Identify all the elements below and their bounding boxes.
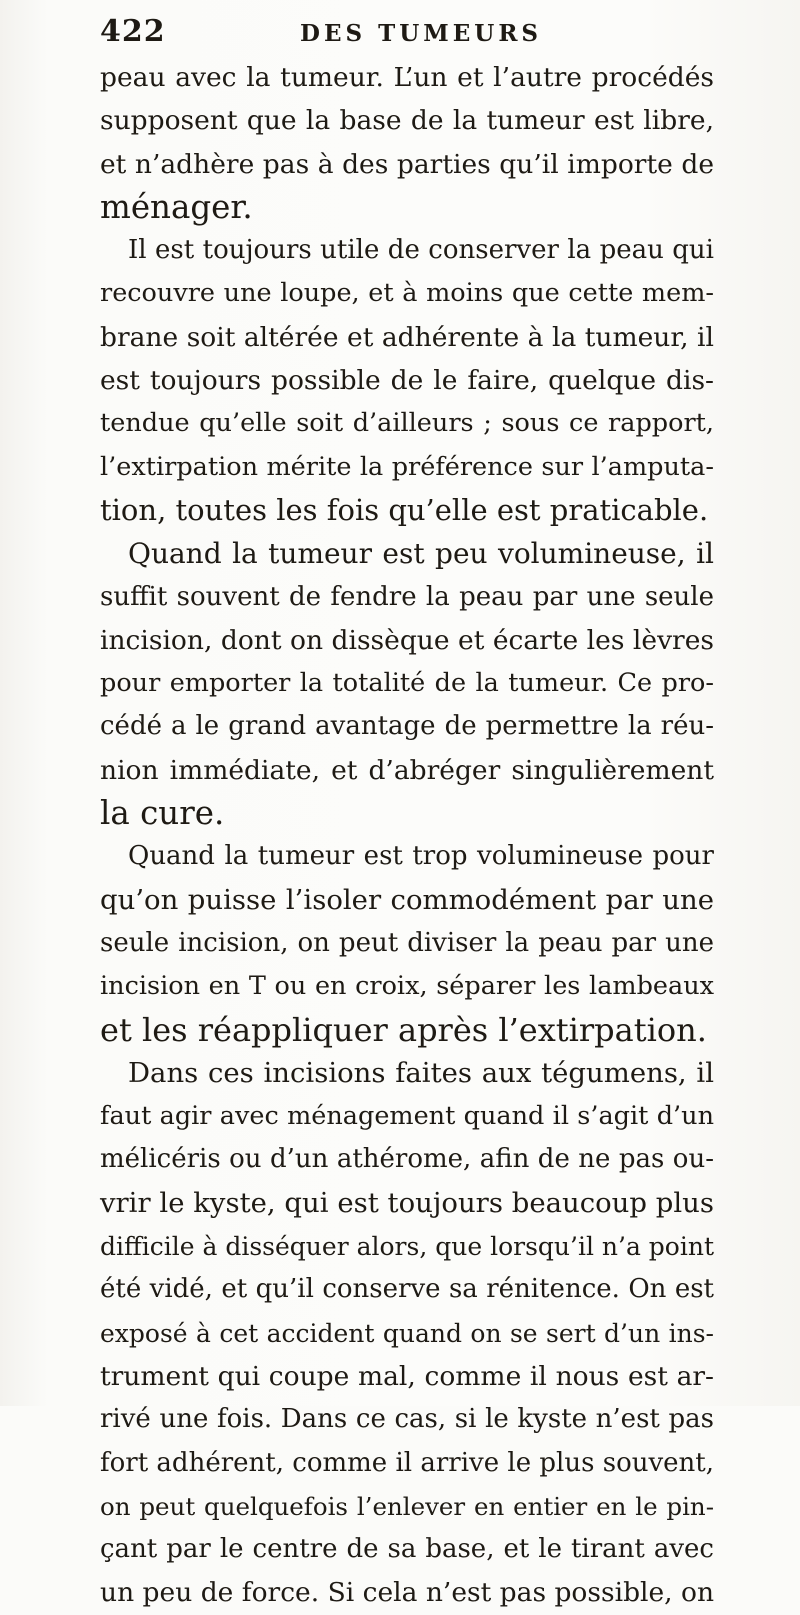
text-line: suffit souvent de fendre la peau par une seule bbox=[100, 581, 714, 612]
text-line: ménager. bbox=[100, 187, 253, 226]
text-line: été vidé, et qu’il conserve sa rénitence. On est bbox=[100, 1274, 714, 1305]
text-line: fort adhérent, comme il arrive le plus souvent, bbox=[100, 1447, 714, 1478]
text-line: Quand la tumeur est trop volumineuse pour bbox=[128, 841, 714, 872]
text-line: seule incision, on peut diviser la peau par une bbox=[100, 927, 714, 958]
text-line: vrir le kyste, qui est toujours beaucoup plus bbox=[100, 1186, 714, 1219]
text-line: çant par le centre de sa base, et le tirant avec bbox=[100, 1534, 714, 1565]
text-line: tendue qu’elle soit d’ailleurs ; sous ce rapport, bbox=[100, 408, 714, 439]
text-line: Dans ces incisions faites aux tégumens, il bbox=[128, 1056, 714, 1089]
body-text bbox=[100, 56, 714, 1615]
text-line: cédé a le grand avantage de permettre la réu- bbox=[100, 711, 714, 742]
text-line: nion immédiate, et d’abréger singulièrement bbox=[100, 754, 714, 786]
text-line: Il est toujours utile de conserver la peau qui bbox=[128, 235, 714, 266]
text-line: trument qui coupe mal, comme il nous est ar- bbox=[100, 1360, 714, 1392]
text-line: l’extirpation mérite la préférence sur l’amputa- bbox=[100, 451, 714, 482]
text-line: la cure. bbox=[100, 794, 225, 833]
page-header bbox=[100, 14, 700, 54]
text-line: exposé à cet accident quand on se sert d’un ins- bbox=[100, 1318, 714, 1348]
text-line: est toujours possible de le faire, quelque dis- bbox=[100, 365, 714, 397]
text-line: et les réappliquer après l’extirpation. bbox=[100, 1010, 707, 1049]
text-line: recouvre une loupe, et à moins que cette mem- bbox=[100, 278, 714, 309]
page-number: 422 bbox=[100, 14, 166, 49]
text-line: on peut quelquefois l’enlever en entier en le pin- bbox=[100, 1491, 714, 1521]
text-line: qu’on puisse l’isoler commodément par une bbox=[100, 883, 714, 916]
text-line: tion, toutes les fois qu’elle est praticable. bbox=[100, 492, 709, 527]
text-line: difficile à disséquer alors, que lorsqu’il n’a point bbox=[100, 1232, 714, 1262]
text-line: peau avec la tumeur. L’un et l’autre procédés bbox=[100, 62, 714, 93]
text-line: faut agir avec ménagement quand il s’agit d’un bbox=[100, 1101, 714, 1132]
text-line: pour emporter la totalité de la tumeur. Ce pro- bbox=[100, 668, 714, 699]
text-line: incision, dont on dissèque et écarte les lèvres bbox=[100, 624, 714, 656]
text-line: supposent que la base de la tumeur est libre, bbox=[100, 105, 714, 137]
text-line: Quand la tumeur est peu volumineuse, il bbox=[128, 537, 714, 571]
text-line: brane soit altérée et adhérente à la tumeur, il bbox=[100, 321, 714, 353]
text-line: et n’adhère pas à des parties qu’il importe de bbox=[100, 148, 714, 180]
text-line: mélicéris ou d’un athérome, afin de ne pas ou- bbox=[100, 1144, 714, 1175]
text-line: rivé une fois. Dans ce cas, si le kyste n’est pas bbox=[100, 1404, 714, 1435]
running-head: DES TUMEURS bbox=[300, 20, 543, 47]
text-line: un peu de force. Si cela n’est pas possible, on bbox=[100, 1577, 715, 1609]
text-line: incision en T ou en croix, séparer les lambeaux bbox=[100, 971, 714, 1002]
